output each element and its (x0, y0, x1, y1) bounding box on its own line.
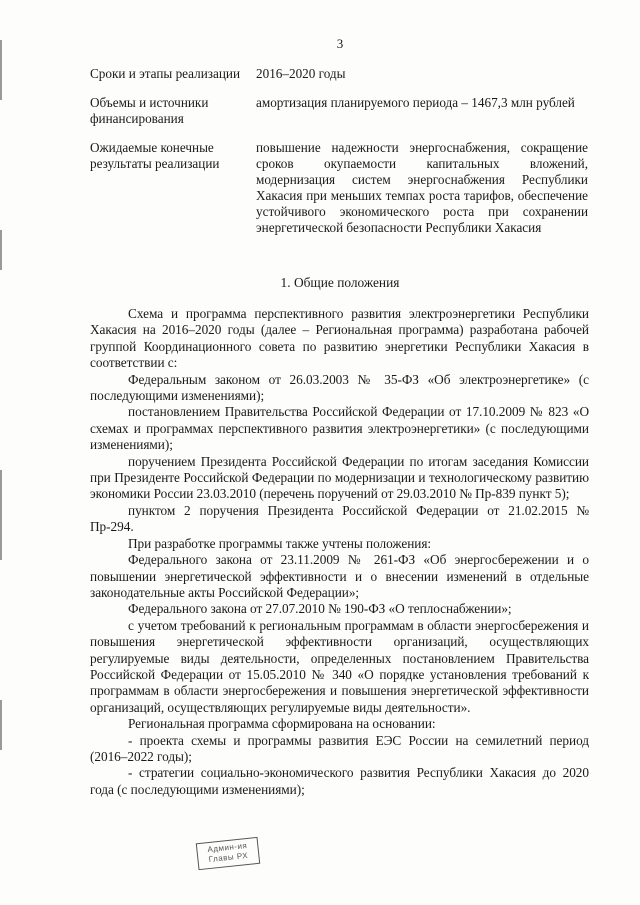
page-number: 3 (336, 36, 344, 51)
paragraph: Федерального закона от 23.11.2009 № 261-ФЗ «Об энергосбережении и о повышении энергетической эффективности и о внесении изменений в отдельные законодательные акты Российской Федерации»; (90, 552, 589, 600)
paragraph: Схема и программа перспективного развития электроэнергетики Республики Хакасия на 2016–2020 годы (далее – Региональная программа) разработана рабочей группой Координационного совета по развитию энергетики Республики Хакасия в соответствии с: (90, 306, 589, 371)
passport-row-financing (90, 95, 590, 127)
paragraph: При разработке программы также учтены положения: (128, 535, 432, 551)
paragraph: постановлением Правительства Российской Федерации от 17.10.2009 № 823 «О схемах и программах перспективного развития электроэнергетики» (с последующими изменениями); (90, 404, 589, 453)
office-stamp (196, 837, 260, 870)
paragraph: пунктом 2 поручения Президента Российской Федерации от 21.02.2015 № Пр-294. (90, 502, 589, 535)
paragraph: - стратегии социально-экономического развития Республики Хакасия до 2020 года (с последующими изменениями); (90, 765, 589, 797)
paragraph: - проекта схемы и программы развития ЕЭС России на семилетний период (2016–2022 годы); (90, 732, 589, 764)
scan-edge-marks (0, 0, 4, 905)
paragraph: Федерального закона от 27.07.2010 № 190-ФЗ «О теплоснабжении»; (128, 601, 512, 617)
passport-label: Объемы и источники финансирования (90, 95, 209, 126)
paragraph: Региональная программа сформирована на основании: (128, 716, 436, 732)
stamp-line: Админ-ия (207, 840, 248, 855)
program-passport-table (90, 66, 590, 249)
paragraph: с учетом требований к региональным программам в области энергосбережения и повышения энергетической эффективности организаций, осуществляющих регулируемые виды деятельности, определенных постановлением Правительства Российской Федерации от 15.05.2010 № 340 «О порядке установления требований к программам в области энергосбережения и повышения энергетической эффективности организаций, осуществляющих регулируемые виды деятельности». (90, 617, 589, 715)
stamp-line: Главы РХ (208, 850, 249, 865)
section-body (90, 306, 589, 798)
passport-label: Сроки и этапы реализации (90, 66, 241, 81)
passport-value: амортизация планируемого периода – 1467,3 млн рублей (256, 95, 575, 110)
paragraph: Федеральным законом от 26.03.2003 № 35-ФЗ «Об электроэнергетике» (с последующими изменениями); (90, 371, 589, 404)
passport-label: Ожидаемые конечные результаты реализации (90, 140, 220, 171)
passport-value: 2016–2020 годы (256, 66, 346, 81)
passport-row-expected-results (90, 140, 590, 236)
section-heading: 1. Общие положения (280, 275, 400, 290)
passport-row-timeline (90, 66, 590, 82)
paragraph: поручением Президента Российской Федерации по итогам заседания Комиссии при Президенте Российской Федерации по модернизации и технологическому развитию экономики России 23.03.2010 (перечень поручений от 29.03.2010 № Пр-839 пункт 5); (90, 453, 589, 502)
passport-value: повышение надежности энергоснабжения, сокращение сроков окупаемости капитальных вложений, модернизация систем энергоснабжения Республики Хакасия при меньших темпах роста тарифов, обеспечение устойчивого экономического роста при сохранении энергетической безопасности Республики Хакасия (256, 140, 588, 235)
